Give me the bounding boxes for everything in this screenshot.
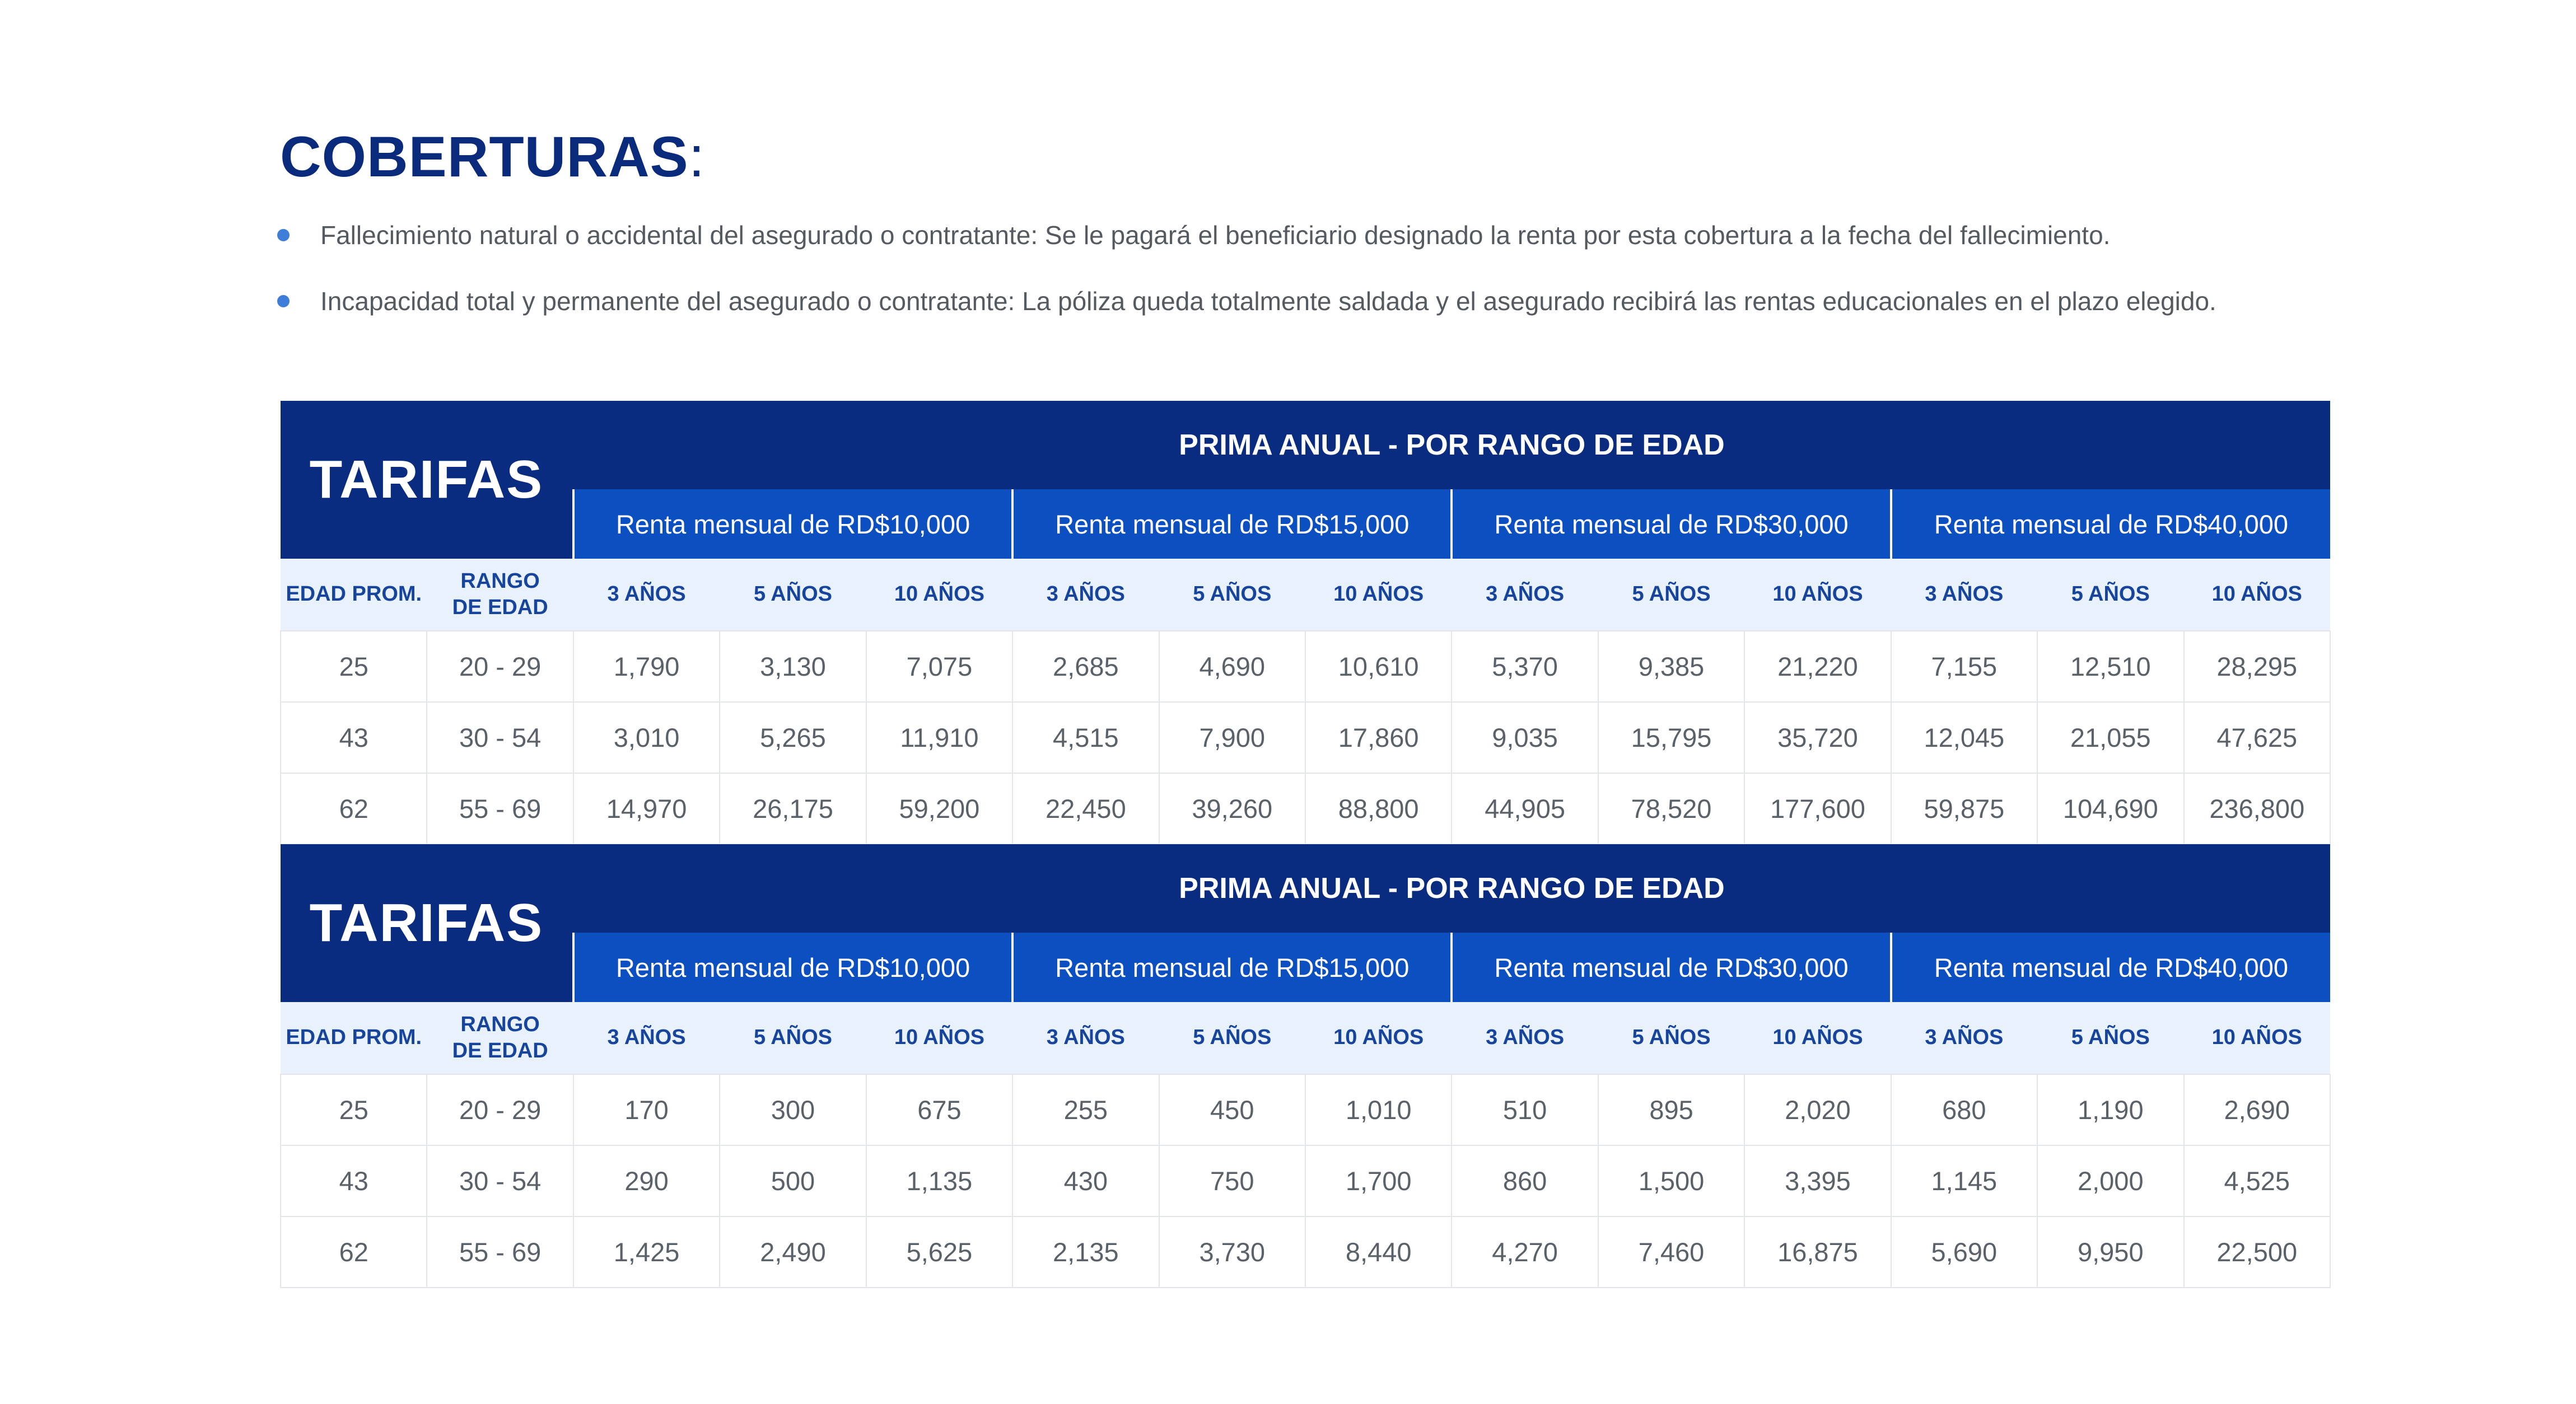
table-cell: 290 (573, 1145, 720, 1216)
renta-header: Renta mensual de RD$40,000 (1891, 933, 2330, 1002)
table-cell: 17,860 (1305, 702, 1452, 773)
term-header: 10 AÑOS (2184, 1002, 2331, 1074)
renta-header-row (281, 489, 2330, 559)
table-cell: 170 (573, 1074, 720, 1145)
table-cell: 5,370 (1452, 631, 1598, 702)
table-cell: 680 (1891, 1074, 2037, 1145)
table-cell: 5,625 (866, 1216, 1012, 1288)
table-cell: 62 (281, 773, 427, 844)
table-cell: 7,155 (1891, 631, 2037, 702)
table-cell: 39,260 (1159, 773, 1305, 844)
table-cell: 7,460 (1598, 1216, 1744, 1288)
bullet-dot-icon (277, 229, 290, 241)
term-header: 3 AÑOS (1891, 1002, 2037, 1074)
table-cell: 4,270 (1452, 1216, 1598, 1288)
term-header: 3 AÑOS (573, 1002, 720, 1074)
term-header: 3 AÑOS (1452, 559, 1598, 631)
table-cell: 450 (1159, 1074, 1305, 1145)
table-cell: 88,800 (1305, 773, 1452, 844)
term-header: 3 AÑOS (1012, 1002, 1159, 1074)
rango-header: RANGO DE EDAD (427, 559, 573, 631)
prima-header: PRIMA ANUAL - POR RANGO DE EDAD (573, 844, 2330, 933)
term-header: 10 AÑOS (1744, 559, 1891, 631)
table-cell: 5,690 (1891, 1216, 2037, 1288)
table-cell: 7,900 (1159, 702, 1305, 773)
table-cell: 860 (1452, 1145, 1598, 1216)
table-cell: 21,220 (1744, 631, 1891, 702)
table-cell: 14,970 (573, 773, 720, 844)
term-header: 10 AÑOS (866, 1002, 1012, 1074)
table-cell: 2,135 (1012, 1216, 1159, 1288)
table-cell: 11,910 (866, 702, 1012, 773)
table-cell: 1,190 (2037, 1074, 2183, 1145)
table-cell: 47,625 (2184, 702, 2331, 773)
table-cell: 35,720 (1744, 702, 1891, 773)
table-cell: 104,690 (2037, 773, 2183, 844)
table-cell: 43 (281, 1145, 427, 1216)
table-cell: 750 (1159, 1145, 1305, 1216)
brand-label: TARIFAS (281, 401, 573, 559)
table-cell: 10,610 (1305, 631, 1452, 702)
table-cell: 7,075 (866, 631, 1012, 702)
table-cell: 3,130 (720, 631, 866, 702)
table-cell: 62 (281, 1216, 427, 1288)
renta-header: Renta mensual de RD$10,000 (573, 933, 1012, 1002)
term-header: 5 AÑOS (1159, 559, 1305, 631)
edad-header: EDAD PROM. (281, 559, 427, 631)
table-cell: 9,385 (1598, 631, 1744, 702)
table-row (281, 1216, 2330, 1288)
table-cell: 20 - 29 (427, 631, 573, 702)
table-cell: 25 (281, 631, 427, 702)
table-cell: 2,490 (720, 1216, 866, 1288)
term-header: 3 AÑOS (573, 559, 720, 631)
table-cell: 43 (281, 702, 427, 773)
table-cell: 59,200 (866, 773, 1012, 844)
table-cell: 26,175 (720, 773, 866, 844)
page-title (280, 124, 705, 190)
table-cell: 30 - 54 (427, 1145, 573, 1216)
table-cell: 55 - 69 (427, 773, 573, 844)
table-cell: 15,795 (1598, 702, 1744, 773)
table-row (281, 631, 2330, 702)
table-cell: 44,905 (1452, 773, 1598, 844)
table-cell: 1,425 (573, 1216, 720, 1288)
table-cell: 1,500 (1598, 1145, 1744, 1216)
table-row (281, 702, 2330, 773)
renta-header: Renta mensual de RD$15,000 (1012, 489, 1452, 559)
table-cell: 1,700 (1305, 1145, 1452, 1216)
table-cell: 20 - 29 (427, 1074, 573, 1145)
table-cell: 9,035 (1452, 702, 1598, 773)
rates-table-1 (280, 401, 2331, 845)
table-cell: 4,515 (1012, 702, 1159, 773)
table-cell: 5,265 (720, 702, 866, 773)
term-header: 5 AÑOS (1598, 559, 1744, 631)
table-cell: 177,600 (1744, 773, 1891, 844)
table-cell: 500 (720, 1145, 866, 1216)
bullet-dot-icon (277, 295, 290, 307)
table-cell: 675 (866, 1074, 1012, 1145)
table-cell: 12,510 (2037, 631, 2183, 702)
term-header: 10 AÑOS (866, 559, 1012, 631)
subheader-row (281, 559, 2330, 631)
rates-table-2 (280, 844, 2331, 1288)
term-header: 5 AÑOS (2037, 559, 2183, 631)
subheader-row (281, 1002, 2330, 1074)
term-header: 5 AÑOS (1159, 1002, 1305, 1074)
renta-header: Renta mensual de RD$30,000 (1452, 933, 1891, 1002)
table-cell: 28,295 (2184, 631, 2331, 702)
table-cell: 55 - 69 (427, 1216, 573, 1288)
table-cell: 59,875 (1891, 773, 2037, 844)
term-header: 10 AÑOS (1305, 1002, 1452, 1074)
term-header: 10 AÑOS (1305, 559, 1452, 631)
title-colon: : (688, 125, 706, 189)
table-cell: 1,010 (1305, 1074, 1452, 1145)
table-cell: 510 (1452, 1074, 1598, 1145)
table-cell: 255 (1012, 1074, 1159, 1145)
table-cell: 16,875 (1744, 1216, 1891, 1288)
table-cell: 3,395 (1744, 1145, 1891, 1216)
edad-header: EDAD PROM. (281, 1002, 427, 1074)
table-header-row (281, 844, 2330, 933)
table-cell: 4,690 (1159, 631, 1305, 702)
renta-header-row (281, 933, 2330, 1002)
table-cell: 2,000 (2037, 1145, 2183, 1216)
coverage-list (277, 218, 2349, 350)
renta-header: Renta mensual de RD$40,000 (1891, 489, 2330, 559)
table-cell: 430 (1012, 1145, 1159, 1216)
table-cell: 8,440 (1305, 1216, 1452, 1288)
table-cell: 21,055 (2037, 702, 2183, 773)
rango-header: RANGO DE EDAD (427, 1002, 573, 1074)
term-header: 10 AÑOS (2184, 559, 2331, 631)
table-cell: 2,685 (1012, 631, 1159, 702)
table-cell: 2,690 (2184, 1074, 2331, 1145)
table-cell: 4,525 (2184, 1145, 2331, 1216)
prima-header: PRIMA ANUAL - POR RANGO DE EDAD (573, 401, 2330, 489)
table-row (281, 773, 2330, 844)
renta-header: Renta mensual de RD$10,000 (573, 489, 1012, 559)
title-text: COBERTURAS (280, 125, 689, 189)
list-item (277, 284, 2349, 318)
term-header: 3 AÑOS (1012, 559, 1159, 631)
table-cell: 895 (1598, 1074, 1744, 1145)
table-row (281, 1074, 2330, 1145)
table-cell: 1,145 (1891, 1145, 2037, 1216)
term-header: 3 AÑOS (1452, 1002, 1598, 1074)
term-header: 5 AÑOS (2037, 1002, 2183, 1074)
table-cell: 78,520 (1598, 773, 1744, 844)
table-cell: 9,950 (2037, 1216, 2183, 1288)
table-row (281, 1145, 2330, 1216)
table-cell: 3,730 (1159, 1216, 1305, 1288)
coverage-item-text: Fallecimiento natural o accidental del asegurado o contratante: Se le pagará el beneficiario designado la renta por esta cobertura a la fecha del fallecimiento. (320, 221, 2111, 250)
table-cell: 3,010 (573, 702, 720, 773)
table-cell: 25 (281, 1074, 427, 1145)
list-item (277, 218, 2349, 252)
table-cell: 1,135 (866, 1145, 1012, 1216)
table-cell: 300 (720, 1074, 866, 1145)
renta-header: Renta mensual de RD$30,000 (1452, 489, 1891, 559)
term-header: 5 AÑOS (720, 1002, 866, 1074)
term-header: 10 AÑOS (1744, 1002, 1891, 1074)
term-header: 5 AÑOS (1598, 1002, 1744, 1074)
table-cell: 1,790 (573, 631, 720, 702)
table-cell: 12,045 (1891, 702, 2037, 773)
table-cell: 22,500 (2184, 1216, 2331, 1288)
table-header-row (281, 401, 2330, 489)
brand-label: TARIFAS (281, 844, 573, 1002)
coverage-item-text: Incapacidad total y permanente del asegurado o contratante: La póliza queda totalmente saldada y el asegurado recibirá las rentas educacionales en el plazo elegido. (320, 287, 2216, 316)
term-header: 3 AÑOS (1891, 559, 2037, 631)
table-cell: 236,800 (2184, 773, 2331, 844)
renta-header: Renta mensual de RD$15,000 (1012, 933, 1452, 1002)
table-cell: 30 - 54 (427, 702, 573, 773)
table-cell: 22,450 (1012, 773, 1159, 844)
table-cell: 2,020 (1744, 1074, 1891, 1145)
term-header: 5 AÑOS (720, 559, 866, 631)
